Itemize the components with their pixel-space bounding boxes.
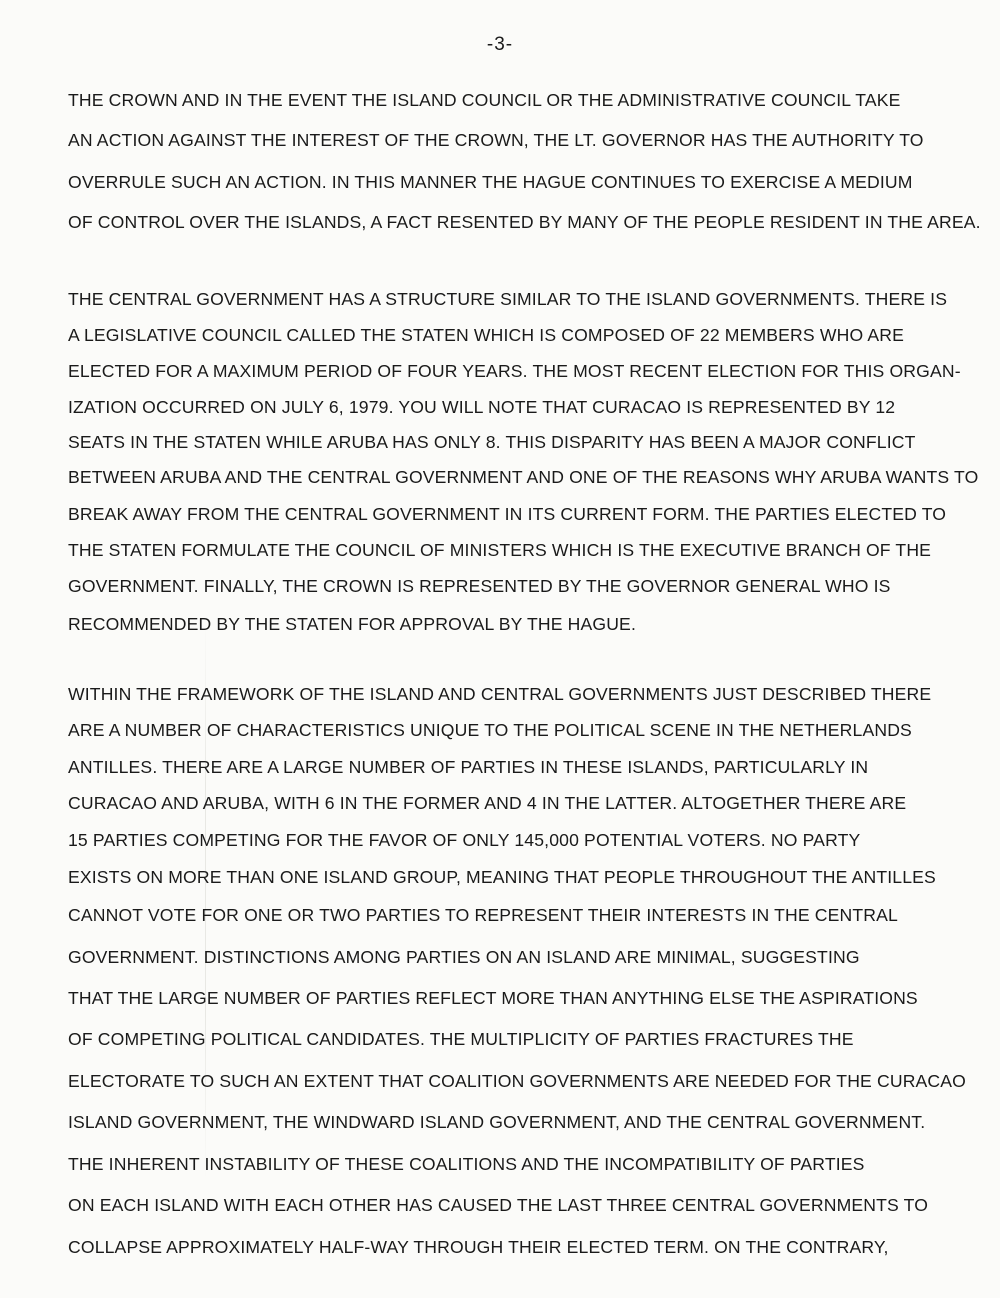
page-number: -3- xyxy=(486,34,514,55)
text-line: EXISTS ON MORE THAN ONE ISLAND GROUP, MEANING THAT PEOPLE THROUGHOUT THE ANTILLES xyxy=(68,867,936,887)
text-line: THAT THE LARGE NUMBER OF PARTIES REFLECT MORE THAN ANYTHING ELSE THE ASPIRATIONS xyxy=(68,988,918,1008)
text-line: IZATION OCCURRED ON JULY 6, 1979. YOU WILL NOTE THAT CURACAO IS REPRESENTED BY 12 xyxy=(68,397,896,417)
text-line: CURACAO AND ARUBA, WITH 6 IN THE FORMER AND 4 IN THE LATTER. ALTOGETHER THERE ARE xyxy=(68,793,907,813)
text-line: THE CENTRAL GOVERNMENT HAS A STRUCTURE SIMILAR TO THE ISLAND GOVERNMENTS. THERE IS xyxy=(68,289,948,309)
text-line: OF CONTROL OVER THE ISLANDS, A FACT RESENTED BY MANY OF THE PEOPLE RESIDENT IN THE AREA. xyxy=(68,212,981,232)
text-line: GOVERNMENT. FINALLY, THE CROWN IS REPRESENTED BY THE GOVERNOR GENERAL WHO IS xyxy=(68,576,891,596)
text-line: THE STATEN FORMULATE THE COUNCIL OF MINISTERS WHICH IS THE EXECUTIVE BRANCH OF THE xyxy=(68,540,932,560)
text-line: WITHIN THE FRAMEWORK OF THE ISLAND AND CENTRAL GOVERNMENTS JUST DESCRIBED THERE xyxy=(68,684,932,704)
text-line: SEATS IN THE STATEN WHILE ARUBA HAS ONLY 8. THIS DISPARITY HAS BEEN A MAJOR CONFLICT xyxy=(68,432,916,452)
text-line: OF COMPETING POLITICAL CANDIDATES. THE MULTIPLICITY OF PARTIES FRACTURES THE xyxy=(68,1029,854,1049)
text-line: ANTILLES. THERE ARE A LARGE NUMBER OF PARTIES IN THESE ISLANDS, PARTICULARLY IN xyxy=(68,757,869,777)
text-line: ON EACH ISLAND WITH EACH OTHER HAS CAUSED THE LAST THREE CENTRAL GOVERNMENTS TO xyxy=(68,1195,929,1215)
text-line: THE CROWN AND IN THE EVENT THE ISLAND COUNCIL OR THE ADMINISTRATIVE COUNCIL TAKE xyxy=(68,90,901,110)
text-line: BREAK AWAY FROM THE CENTRAL GOVERNMENT IN ITS CURRENT FORM. THE PARTIES ELECTED TO xyxy=(68,504,947,524)
text-line: A LEGISLATIVE COUNCIL CALLED THE STATEN WHICH IS COMPOSED OF 22 MEMBERS WHO ARE xyxy=(68,325,904,345)
text-line: AN ACTION AGAINST THE INTEREST OF THE CROWN, THE LT. GOVERNOR HAS THE AUTHORITY TO xyxy=(68,130,924,150)
text-line: ISLAND GOVERNMENT, THE WINDWARD ISLAND GOVERNMENT, AND THE CENTRAL GOVERNMENT. xyxy=(68,1112,926,1132)
text-line: BETWEEN ARUBA AND THE CENTRAL GOVERNMENT AND ONE OF THE REASONS WHY ARUBA WANTS TO xyxy=(68,467,979,487)
text-line: ELECTORATE TO SUCH AN EXTENT THAT COALITION GOVERNMENTS ARE NEEDED FOR THE CURACAO xyxy=(68,1071,967,1091)
text-line: ARE A NUMBER OF CHARACTERISTICS UNIQUE TO THE POLITICAL SCENE IN THE NETHERLANDS xyxy=(68,720,912,740)
text-line: COLLAPSE APPROXIMATELY HALF-WAY THROUGH THEIR ELECTED TERM. ON THE CONTRARY, xyxy=(68,1237,889,1257)
text-line: RECOMMENDED BY THE STATEN FOR APPROVAL BY THE HAGUE. xyxy=(68,614,636,634)
text-line: GOVERNMENT. DISTINCTIONS AMONG PARTIES ON AN ISLAND ARE MINIMAL, SUGGESTING xyxy=(68,947,860,967)
text-line: THE INHERENT INSTABILITY OF THESE COALITIONS AND THE INCOMPATIBILITY OF PARTIES xyxy=(68,1154,865,1174)
text-line: ELECTED FOR A MAXIMUM PERIOD OF FOUR YEARS. THE MOST RECENT ELECTION FOR THIS ORGAN- xyxy=(68,361,961,381)
text-line: OVERRULE SUCH AN ACTION. IN THIS MANNER THE HAGUE CONTINUES TO EXERCISE A MEDIUM xyxy=(68,172,913,192)
text-line: CANNOT VOTE FOR ONE OR TWO PARTIES TO REPRESENT THEIR INTERESTS IN THE CENTRAL xyxy=(68,905,898,925)
text-line: 15 PARTIES COMPETING FOR THE FAVOR OF ONLY 145,000 POTENTIAL VOTERS. NO PARTY xyxy=(68,830,861,850)
